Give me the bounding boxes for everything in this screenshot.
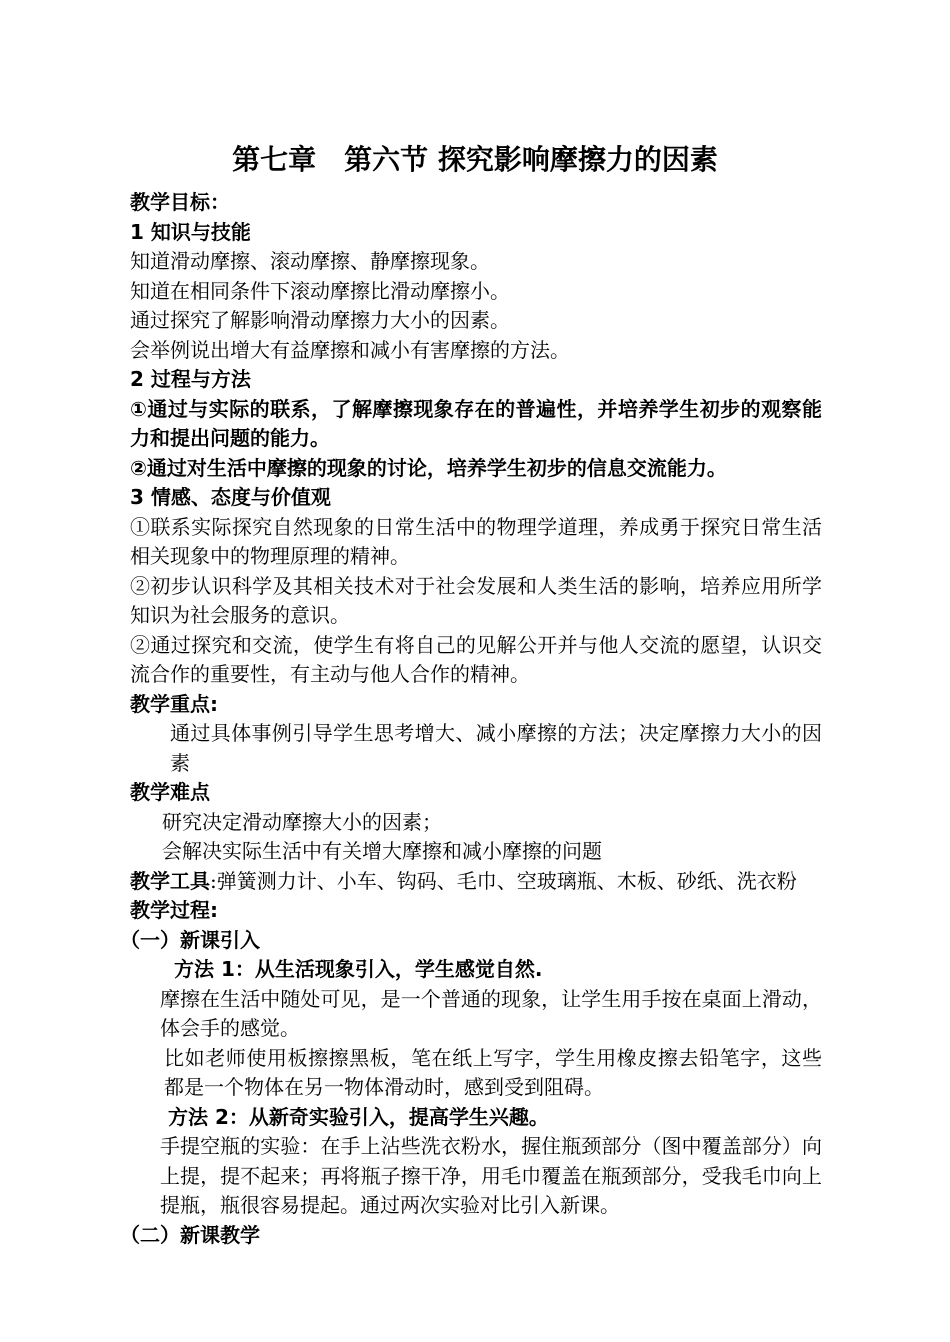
key-points-text: 通过具体事例引导学生思考增大、减小摩擦的方法；决定摩擦力大小的因素 xyxy=(170,721,822,775)
knowledge-item: 会举例说出增大有益摩擦和减小有害摩擦的方法。 xyxy=(130,337,570,362)
process-method-heading: 2 过程与方法 xyxy=(130,367,251,391)
method1-paragraph: 比如老师使用板擦擦黑板，笔在纸上写字，学生用橡皮擦去铅笔字，这些都是一个物体在另一物体滑动时，感到受到阻碍。 xyxy=(164,1045,822,1099)
tools-heading: 教学工具 xyxy=(130,868,210,893)
process-method-item: ②通过对生活中摩擦的现象的讨论，培养学生初步的信息交流能力。 xyxy=(130,455,727,480)
emotion-item: ②通过探究和交流，使学生有将自己的见解公开并与他人交流的愿望，认识交流合作的重要性，有主动与他人合作的精神。 xyxy=(130,632,822,686)
key-points-heading: 教学重点: xyxy=(130,691,218,716)
page-title: 第七章 第六节 探究影响摩擦力的因素 xyxy=(232,143,718,176)
process-heading: 教学过程: xyxy=(130,898,218,922)
knowledge-heading: 1 知识与技能 xyxy=(130,219,251,244)
method2-heading: 方法 2：从新奇实验引入，提高学生兴趣。 xyxy=(168,1104,549,1129)
knowledge-item: 知道在相同条件下滚动摩擦比滑动摩擦小。 xyxy=(130,278,510,303)
method1-heading: 方法 1：从生活现象引入，学生感觉自然. xyxy=(174,957,543,981)
knowledge-item: 知道滑动摩擦、滚动摩擦、静摩擦现象。 xyxy=(130,249,490,273)
difficulty-item: 会解决实际生活中有关增大摩擦和减小摩擦的问题 xyxy=(162,839,602,863)
method2-paragraph: 手提空瓶的实验：在手上沾些洗衣粉水，握住瓶颈部分（图中覆盖部分）向上提，提不起来；再将瓶子擦干净，用毛巾覆盖在瓶颈部分，受我毛巾向上提瓶，瓶很容易提起。通过两次实验对比引入新课。 xyxy=(160,1134,822,1217)
emotion-item: ②初步认识科学及其相关技术对于社会发展和人类生活的影响，培养应用所学知识为社会服务的意识。 xyxy=(130,573,822,627)
objectives-heading: 教学目标： xyxy=(130,190,230,214)
method1-paragraph: 摩擦在生活中随处可见，是一个普通的现象，让学生用手按在桌面上滑动，体会手的感觉。 xyxy=(160,986,822,1040)
difficulty-item: 研究决定滑动摩擦大小的因素； xyxy=(162,809,442,834)
emotion-heading: 3 情感、态度与价值观 xyxy=(130,485,331,509)
teaching-heading: （二）新课教学 xyxy=(120,1222,260,1247)
process-method-item: ①通过与实际的联系，了解摩擦现象存在的普遍性，并培养学生初步的观察能力和提出问题的能力。 xyxy=(130,396,822,450)
document-body xyxy=(120,188,822,1250)
emotion-item: ①联系实际探究自然现象的日常生活中的物理学道理，养成勇于探究日常生活相关现象中的物理原理的精神。 xyxy=(130,514,822,568)
knowledge-item: 通过探究了解影响滑动摩擦力大小的因素。 xyxy=(130,308,510,332)
difficulties-heading: 教学难点 xyxy=(130,780,210,804)
tools-text: :弹簧测力计、小车、钩码、毛巾、空玻璃瓶、木板、砂纸、洗衣粉 xyxy=(210,868,797,893)
tools-line xyxy=(130,867,822,897)
intro-heading: （一）新课引入 xyxy=(120,927,260,952)
